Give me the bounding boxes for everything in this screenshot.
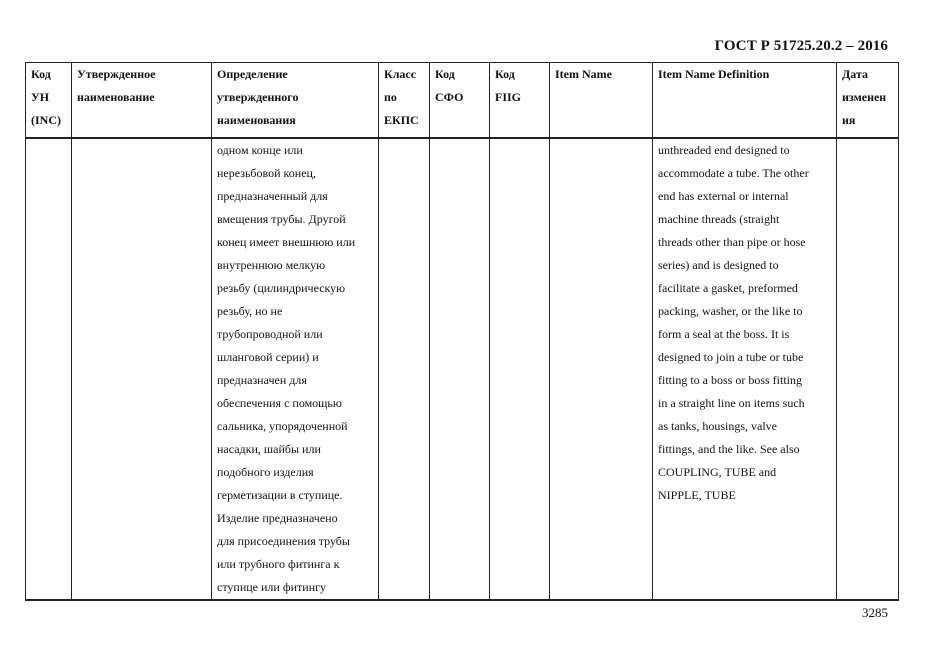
header-line: (INC)	[31, 113, 61, 127]
cell-change-date	[837, 138, 899, 600]
text-line: шланговой серии) и	[217, 350, 319, 364]
text-line: конец имеет внешнюю или	[217, 235, 356, 249]
header-line: FIIG	[495, 90, 522, 104]
text-line: герметизации в ступице.	[217, 488, 343, 502]
text-line: series) and is designed to	[658, 258, 779, 272]
header-ekps-class	[379, 63, 430, 139]
cell-inc-code	[26, 138, 72, 600]
header-line: Item Name	[555, 67, 612, 81]
text-line: трубопроводной или	[217, 327, 323, 341]
text-line: fitting to a boss or boss fitting	[658, 373, 802, 387]
text-line: fittings, and the like. See also	[658, 442, 800, 456]
text-line: обеспечения с помощью	[217, 396, 342, 410]
header-line: УН	[31, 90, 50, 104]
cell-definition-ru	[212, 138, 379, 600]
header-line: ЕКПС	[384, 113, 419, 127]
cell-ekps-class	[379, 138, 430, 600]
text-line: Изделие предназначено	[217, 511, 338, 525]
text-line: COUPLING, TUBE and	[658, 465, 777, 479]
text-line: in a straight line on items such	[658, 396, 805, 410]
text-line: вмещения трубы. Другой	[217, 212, 346, 226]
header-line: Дата	[842, 67, 868, 81]
text-line: designed to join a tube or tube	[658, 350, 804, 364]
header-name-definition	[212, 63, 379, 139]
text-line: одном конце или	[217, 143, 303, 157]
text-line: form a seal at the boss. It is	[658, 327, 790, 341]
text-line: резьбу (цилиндрическую	[217, 281, 346, 295]
text-line: facilitate a gasket, preformed	[658, 281, 798, 295]
cell-item-name	[550, 138, 653, 600]
table-header-row	[26, 63, 899, 139]
text-line: ступице или фитингу	[217, 580, 327, 594]
header-approved-name	[72, 63, 212, 139]
text-line: для присоединения трубы	[217, 534, 350, 548]
nomenclature-table	[25, 62, 899, 601]
header-line: ия	[842, 113, 856, 127]
page-number: 3285	[862, 605, 888, 620]
text-line: threads other than pipe or hose	[658, 235, 806, 249]
header-line: Утвержденное	[77, 67, 156, 81]
text-line: machine threads (straight	[658, 212, 780, 226]
text-line: предназначен для	[217, 373, 307, 387]
text-line: нерезьбовой конец,	[217, 166, 316, 180]
header-change-date	[837, 63, 899, 139]
text-line: end has external or internal	[658, 189, 789, 203]
header-line: Item Name Definition	[658, 67, 770, 81]
text-line: unthreaded end designed to	[658, 143, 790, 157]
text-line: насадки, шайбы или	[217, 442, 321, 456]
text-line: или трубного фитинга к	[217, 557, 340, 571]
text-line: подобного изделия	[217, 465, 314, 479]
text-line: сальника, упорядоченной	[217, 419, 348, 433]
cell-approved-name	[72, 138, 212, 600]
header-line: изменен	[842, 90, 887, 104]
text-line: внутреннюю мелкую	[217, 258, 326, 272]
cell-fiig-code	[490, 138, 550, 600]
header-line: Код	[435, 67, 455, 81]
cell-sfo-code	[430, 138, 490, 600]
header-item-name-definition	[653, 63, 837, 139]
header-line: Класс	[384, 67, 417, 81]
header-fiig-code	[490, 63, 550, 139]
header-line: Определение	[217, 67, 288, 81]
cell-definition-en	[653, 138, 837, 600]
header-line: утвержденного	[217, 90, 299, 104]
text-line: резьбу, но не	[217, 304, 283, 318]
header-inc-code	[26, 63, 72, 139]
header-sfo-code	[430, 63, 490, 139]
header-line: наименование	[77, 90, 155, 104]
text-line: as tanks, housings, valve	[658, 419, 777, 433]
header-line: СФО	[435, 90, 464, 104]
text-line: предназначенный для	[217, 189, 328, 203]
standard-number: ГОСТ Р 51725.20.2 – 2016	[714, 38, 888, 54]
header-line: Код	[31, 67, 51, 81]
table-row	[26, 138, 899, 600]
header-line: Код	[495, 67, 515, 81]
header-line: по	[384, 90, 397, 104]
header-item-name	[550, 63, 653, 139]
text-line: accommodate a tube. The other	[658, 166, 809, 180]
header-line: наименования	[217, 113, 296, 127]
text-line: NIPPLE, TUBE	[658, 488, 736, 502]
text-line: packing, washer, or the like to	[658, 304, 803, 318]
